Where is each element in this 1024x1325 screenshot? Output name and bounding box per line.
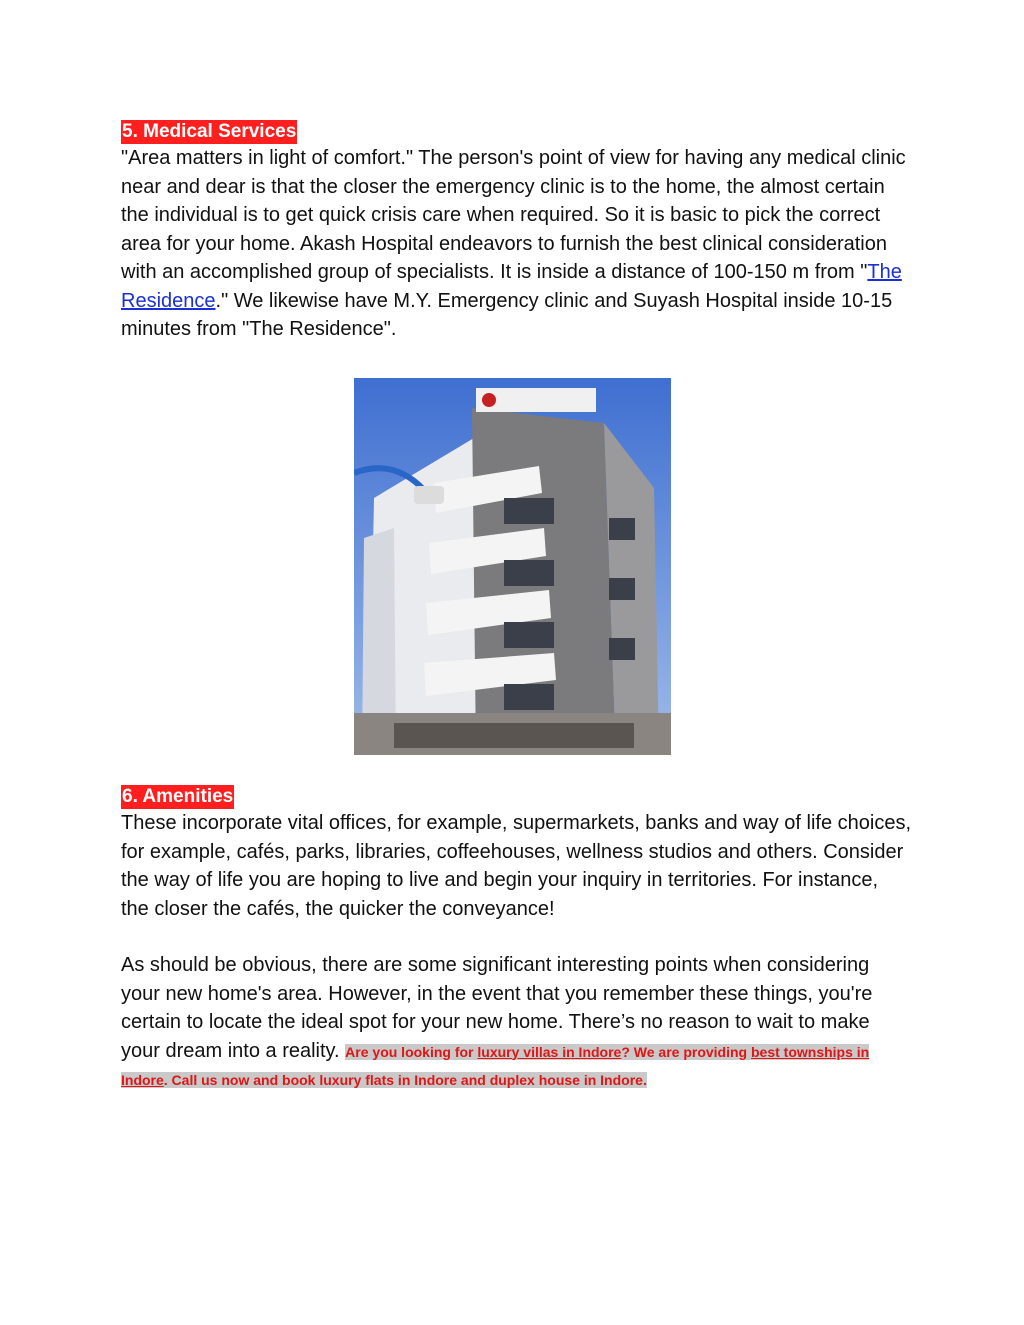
- promo-text-1: Are you looking for: [345, 1043, 478, 1060]
- luxury-villas-link[interactable]: luxury villas in Indore: [477, 1043, 622, 1060]
- section-amenities: [121, 785, 911, 1094]
- section-heading-medical: 5. Medical Services: [122, 121, 297, 142]
- the-residence-link[interactable]: The Residence: [121, 261, 902, 312]
- section-medical-services: [121, 120, 911, 344]
- amenities-paragraph: These incorporate vital offices, for example, supermarkets, banks and way of life choices, for example, cafés, parks, libraries, coffeehouses, wellness studios and others. Consider the way of life you are hoping to live and begin your inquiry in territories. For instance, the closer the cafés, the quicker the conveyance!: [121, 812, 912, 920]
- paragraph-spacer: [121, 923, 911, 951]
- closing-text: As should be obvious, there are some significant interesting points when considering your new home's area. However, in the event that you remember these things, you're certain to locate the ideal spot for your new home. There’s no reason to wait to make your dream into a reality.: [121, 954, 873, 1062]
- promo-text-3: . Call us now and book luxury flats in Indore and duplex house in Indore.: [163, 1072, 647, 1088]
- medical-text-part2: ." We likewise have M.Y. Emergency clinic and Suyash Hospital inside 10-15 minutes from "The Residence".: [121, 289, 893, 340]
- hospital-building-photo: [354, 378, 671, 755]
- closing-paragraph: [121, 951, 911, 1094]
- medical-text-part1: "Area matters in light of comfort." The person's point of view for having any medical clinic near and dear is that the closer the emergency clinic is to the home, the almost certain the individual is to get quick crisis care when required. So it is basic to pick the correct area for your home. Akash Hospital endeavors to furnish the best clinical consideration with an accomplished group of specialists. It is inside a distance of 100-150 m from ": [121, 147, 906, 283]
- section-heading-amenities: 6. Amenities: [122, 786, 234, 807]
- best-townships-link[interactable]: best townships in Indore: [121, 1043, 870, 1088]
- promo-text-2: ? We are providing: [621, 1043, 751, 1060]
- medical-paragraph: [121, 144, 911, 344]
